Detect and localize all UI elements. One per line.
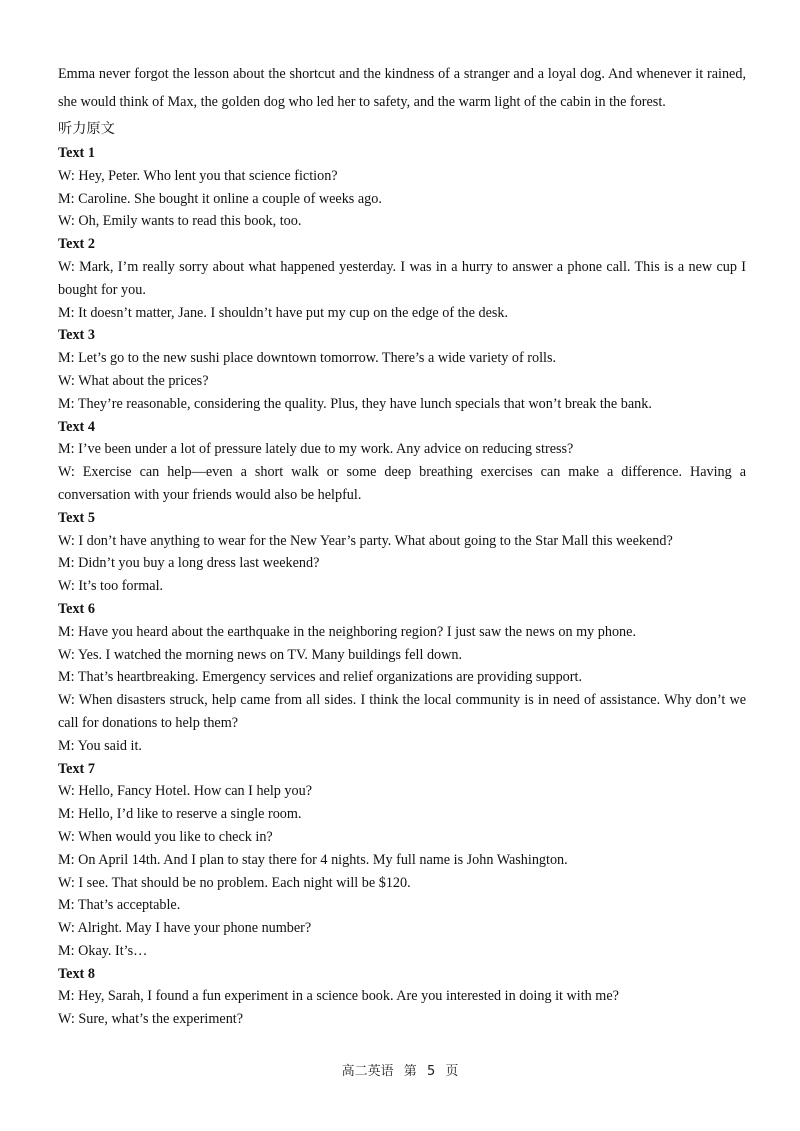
dialogue-line: M: Hello, I’d like to reserve a single room. xyxy=(58,806,302,823)
dialogue-line: W: Alright. May I have your phone number? xyxy=(58,920,312,937)
section-heading: 听力原文 xyxy=(58,121,115,137)
dialogue-line: M: Hey, Sarah, I found a fun experiment in a science book. Are you interested in doing it with me? xyxy=(58,988,619,1005)
dialogue-line: W: Yes. I watched the morning news on TV. Many buildings fell down. xyxy=(58,646,463,663)
dialogue-line: W: I don’t have anything to wear for the New Year’s party. What about going to the Star Mall this weekend? xyxy=(58,532,673,549)
dialogue-line: M: Okay. It’s… xyxy=(58,942,148,959)
dialogue-line: M: That’s heartbreaking. Emergency services and relief organizations are providing support. xyxy=(58,669,582,686)
dialogue-line: M: Have you heard about the earthquake in the neighboring region? I just saw the news on my phone. xyxy=(58,623,636,640)
text-title: Text 8 xyxy=(58,965,95,982)
dialogue-line: M: I’ve been under a lot of pressure lately due to my work. Any advice on reducing stress? xyxy=(58,441,574,458)
transcript-section xyxy=(58,416,746,507)
footer-page-number: 5 xyxy=(426,1064,436,1079)
text-title: Text 5 xyxy=(58,509,95,526)
document-page xyxy=(58,60,746,1031)
transcript-section xyxy=(58,598,746,758)
dialogue-line: W: I see. That should be no problem. Each night will be $120. xyxy=(58,874,411,891)
dialogue-line: W: Exercise can help—even a short walk or some deep breathing exercises can make a difference. Having a conversation with your friends would also be helpful. xyxy=(58,464,746,503)
transcript-section xyxy=(58,963,746,1031)
dialogue-line: M: It doesn’t matter, Jane. I shouldn’t have put my cup on the edge of the desk. xyxy=(58,304,509,321)
page-footer xyxy=(0,1060,800,1079)
footer-subject: 高二英语 xyxy=(341,1064,394,1079)
dialogue-line: M: That’s acceptable. xyxy=(58,897,181,914)
text-title: Text 1 xyxy=(58,145,95,161)
transcript-section xyxy=(58,142,746,233)
text-title: Text 4 xyxy=(58,418,95,435)
dialogue-line: W: When would you like to check in? xyxy=(58,828,273,845)
dialogue-line: M: Let’s go to the new sushi place downtown tomorrow. There’s a wide variety of rolls. xyxy=(58,350,557,367)
dialogue-line: W: When disasters struck, help came from all sides. I think the local community is in need of assistance. Why don’t we call for donations to help them? xyxy=(58,692,746,731)
text-title: Text 3 xyxy=(58,327,95,344)
text-title: Text 7 xyxy=(58,760,95,777)
dialogue-line: W: Sure, what’s the experiment? xyxy=(58,1011,244,1028)
transcript-section xyxy=(58,324,746,415)
dialogue-line: W: Mark, I’m really sorry about what happened yesterday. I was in a hurry to answer a phone call. This is a new cup I bought for you. xyxy=(58,258,746,298)
transcript-section xyxy=(58,507,746,598)
dialogue-line: M: Caroline. She bought it online a couple of weeks ago. xyxy=(58,190,382,207)
footer-page-suffix: 页 xyxy=(445,1064,459,1079)
transcript-list xyxy=(58,142,746,1031)
intro-paragraph: Emma never forgot the lesson about the shortcut and the kindness of a stranger and a loyal dog. And whenever it rained, she would think of Max, the golden dog who led her to safety, and the warm light of the cabin in the forest. xyxy=(58,66,746,110)
transcript-section xyxy=(58,233,746,324)
dialogue-line: M: You said it. xyxy=(58,737,142,754)
dialogue-line: W: It’s too formal. xyxy=(58,578,164,595)
dialogue-line: W: Oh, Emily wants to read this book, too. xyxy=(58,213,302,230)
dialogue-line: W: Hey, Peter. Who lent you that science fiction? xyxy=(58,167,338,184)
dialogue-line: W: Hello, Fancy Hotel. How can I help you? xyxy=(58,783,312,800)
dialogue-line: M: Didn’t you buy a long dress last weekend? xyxy=(58,555,320,572)
text-title: Text 2 xyxy=(58,236,95,253)
dialogue-line: M: On April 14th. And I plan to stay there for 4 nights. My full name is John Washington. xyxy=(58,851,568,868)
dialogue-line: W: What about the prices? xyxy=(58,372,209,389)
footer-page-prefix: 第 xyxy=(403,1064,417,1079)
transcript-section xyxy=(58,758,746,963)
text-title: Text 6 xyxy=(58,600,95,617)
dialogue-line: M: They’re reasonable, considering the quality. Plus, they have lunch specials that won’t break the bank. xyxy=(58,395,652,412)
